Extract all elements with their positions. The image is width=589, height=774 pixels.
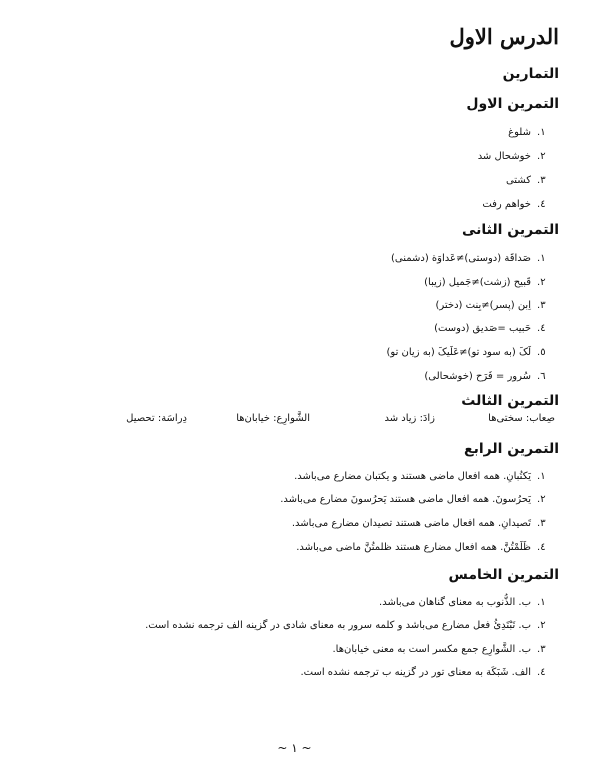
vocab-item: دِراسَة: تحصیل xyxy=(126,413,187,424)
list-item: ٤.حَبیب =صَدیق (دوست) xyxy=(434,323,546,334)
exercise-2-heading: التمرين الثانى xyxy=(461,222,559,238)
list-item: ٢.یَحرُسونَ. همه افعال ماضی هستند یَحرُسونَ مضارع می‌باشد. xyxy=(280,494,546,505)
exercises-heading: التمارين xyxy=(502,66,559,82)
list-item: ١.شلوغ xyxy=(508,127,546,138)
list-item: ٤.الف. شَبَکَة به معنای تور در گزینه ب ترجمه نشده است. xyxy=(300,667,546,678)
vocab-item: صِعاب: سختی‌ها xyxy=(488,413,555,424)
list-item: ٣.تَصیدانِ. همه افعال ماضی هستند تصیدان مضارع می‌باشد. xyxy=(291,518,546,529)
list-item: ٢.ب. تَبْتَدِئُ فعل مضارع می‌باشد و کلمه سرور به معنای شادی در گزینه الف ترجمه نشده است. xyxy=(145,620,546,631)
list-item: ١.صَداقَة (دوستی)≠عَداوَة (دشمنی) xyxy=(390,253,546,264)
vocab-item: زادَ: زیاد شد xyxy=(384,413,435,424)
list-item: ٣.اِبن (پسر)≠بِنت (دختر) xyxy=(435,300,546,311)
list-item: ٢.قَبیح (زشت)≠جَمیل (زیبا) xyxy=(424,277,546,288)
list-item: ١.یَکتُبانِ. همه افعال ماضی هستند و یکتبان مضارع می‌باشد. xyxy=(294,471,546,482)
page-number: ~ ١ ~ xyxy=(277,741,312,755)
list-item: ١.ب. الذُّنوب به معنای گناهان می‌باشد. xyxy=(379,597,546,608)
list-item: ٥.لَکَ (به سود تو)≠عَلَیکَ (به زیان تو) xyxy=(386,347,546,358)
vocab-item: الشَّوارِع: خیابان‌ها xyxy=(236,413,310,424)
list-item: ٢.خوشحال شد xyxy=(477,151,546,162)
list-item: ٦.سُرور = فَرَح (خوشحالی) xyxy=(424,371,546,382)
exercise-1-heading: التمرين الاول xyxy=(466,96,559,112)
exercise-3-heading: التمرين الثالث xyxy=(461,393,559,409)
list-item: ٤.ظَلَمْتُنَّ. همه افعال مضارع هستند ظلمتُنَّ ماضی می‌باشد. xyxy=(296,542,546,553)
list-item: ٤.خواهم رفت xyxy=(482,199,546,210)
page-title: الدرس الاول xyxy=(449,24,559,49)
exercise-5-heading: التمرين الخامس xyxy=(448,567,559,583)
exercise-4-heading: التمرين الرابع xyxy=(464,441,559,457)
list-item: ٣.کشتی xyxy=(505,175,546,186)
list-item: ٣.ب. الشَّوارِع جمع مکسر است به معنی خیابان‌ها. xyxy=(332,644,546,655)
